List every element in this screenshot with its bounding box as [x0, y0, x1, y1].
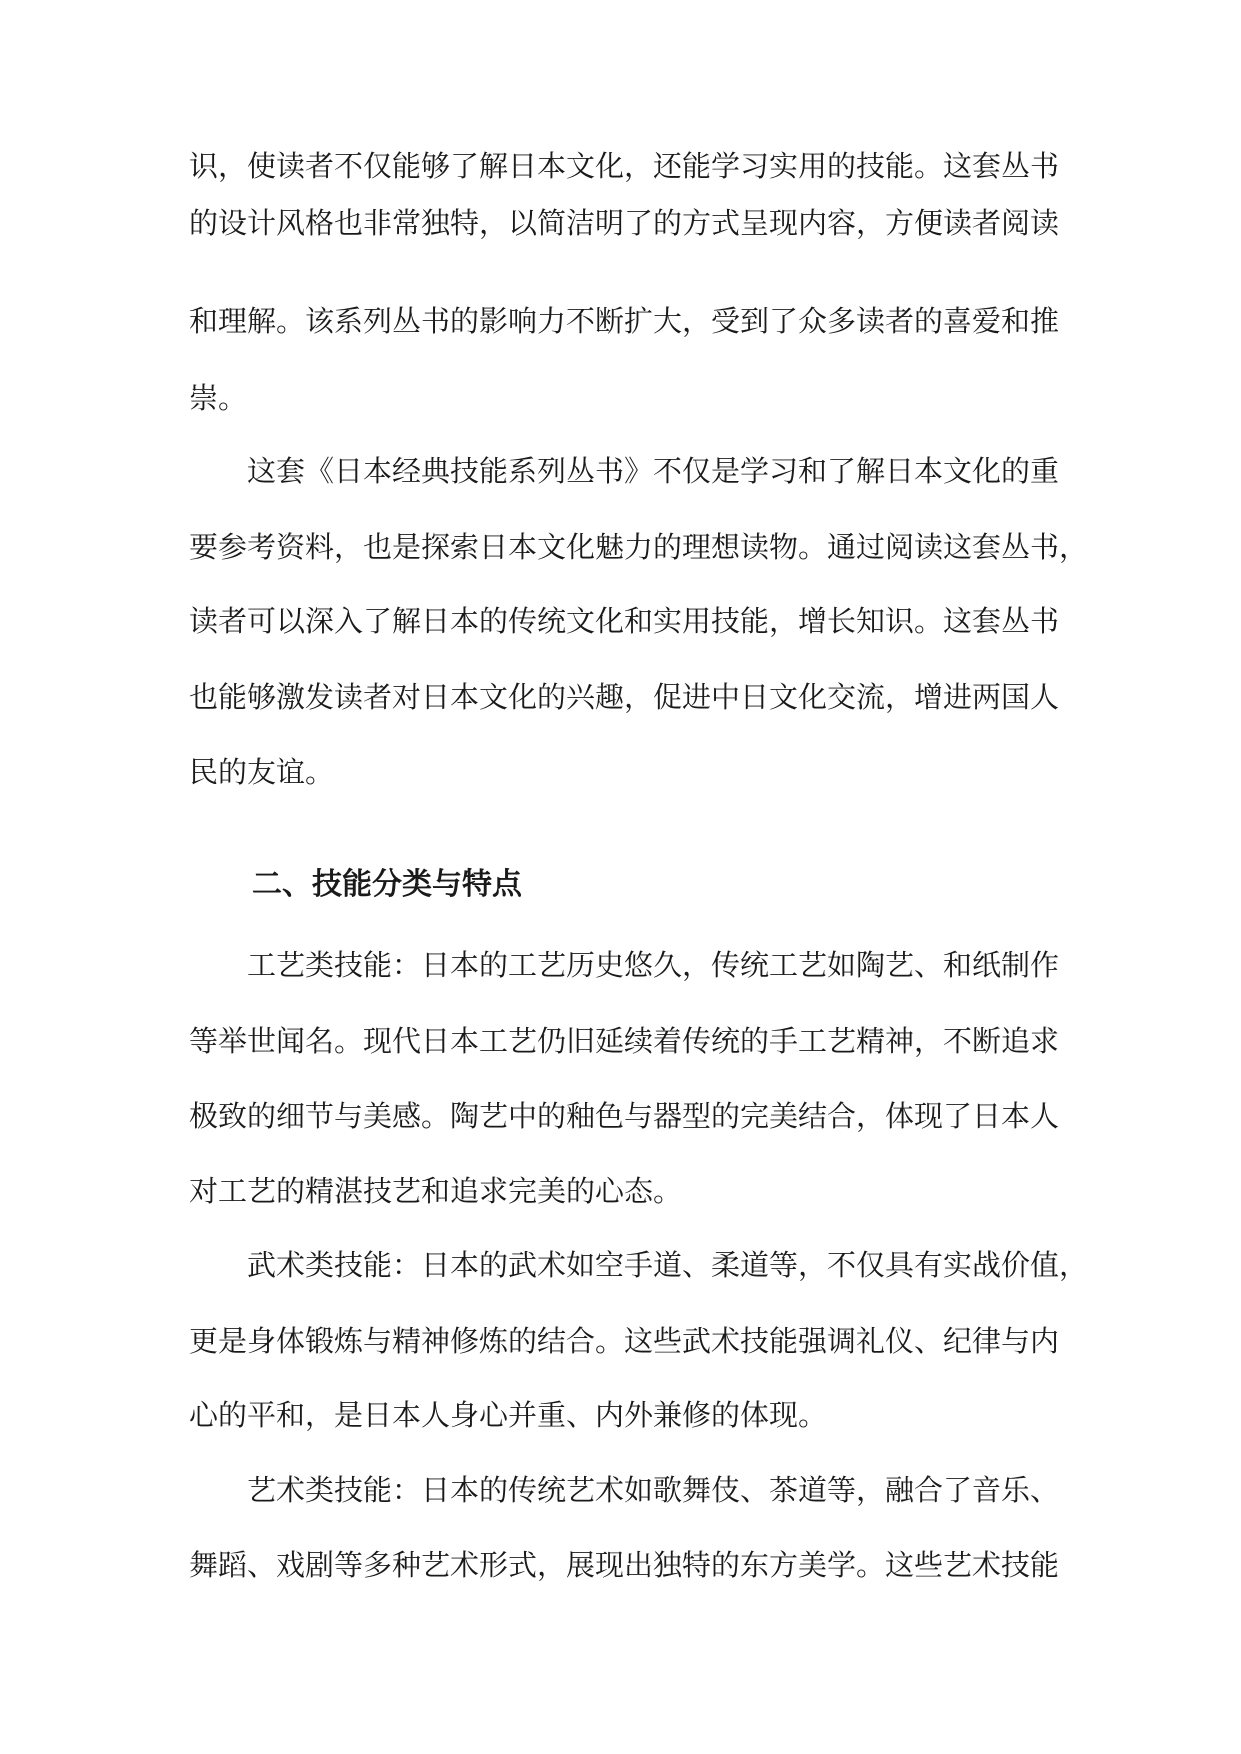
section-heading: 二、技能分类与特点: [252, 867, 522, 902]
paragraph-3-line-2: 等举世闻名。现代日本工艺仍旧延续着传统的手工艺精神，不断追求: [189, 1024, 1060, 1058]
paragraph-4-line-3: 心的平和，是日本人身心并重、内外兼修的体现。: [189, 1398, 828, 1432]
paragraph-1-line-4: 崇。: [189, 381, 248, 415]
paragraph-5-line-2: 舞蹈、戏剧等多种艺术形式，展现出独特的东方美学。这些艺术技能: [189, 1548, 1060, 1582]
paragraph-3-line-4: 对工艺的精湛技艺和追求完美的心态。: [189, 1174, 683, 1208]
paragraph-3-line-1: 工艺类技能：日本的工艺历史悠久，传统工艺如陶艺、和纸制作: [189, 948, 1060, 982]
paragraph-2-line-3: 读者可以深入了解日本的传统文化和实用技能，增长知识。这套丛书: [189, 604, 1060, 638]
paragraph-2-line-2: 要参考资料，也是探索日本文化魅力的理想读物。通过阅读这套丛书，: [189, 530, 1089, 564]
paragraph-1-line-3: 和理解。该系列丛书的影响力不断扩大，受到了众多读者的喜爱和推: [189, 304, 1060, 338]
paragraph-3-line-3: 极致的细节与美感。陶艺中的釉色与器型的完美结合，体现了日本人: [189, 1099, 1060, 1133]
paragraph-2-line-1: 这套《日本经典技能系列丛书》不仅是学习和了解日本文化的重: [189, 454, 1060, 488]
paragraph-2-line-4: 也能够激发读者对日本文化的兴趣，促进中日文化交流，增进两国人: [189, 680, 1060, 714]
paragraph-5-line-1: 艺术类技能：日本的传统艺术如歌舞伎、茶道等，融合了音乐、: [189, 1473, 1060, 1507]
paragraph-4-line-2: 更是身体锻炼与精神修炼的结合。这些武术技能强调礼仪、纪律与内: [189, 1324, 1060, 1358]
paragraph-1-line-1: 识，使读者不仅能够了解日本文化，还能学习实用的技能。这套丛书: [189, 149, 1060, 183]
paragraph-2-line-5: 民的友谊。: [189, 755, 335, 789]
paragraph-1-line-2: 的设计风格也非常独特，以简洁明了的方式呈现内容，方便读者阅读: [189, 206, 1060, 240]
paragraph-4-line-1: 武术类技能：日本的武术如空手道、柔道等，不仅具有实战价值，: [189, 1248, 1089, 1282]
